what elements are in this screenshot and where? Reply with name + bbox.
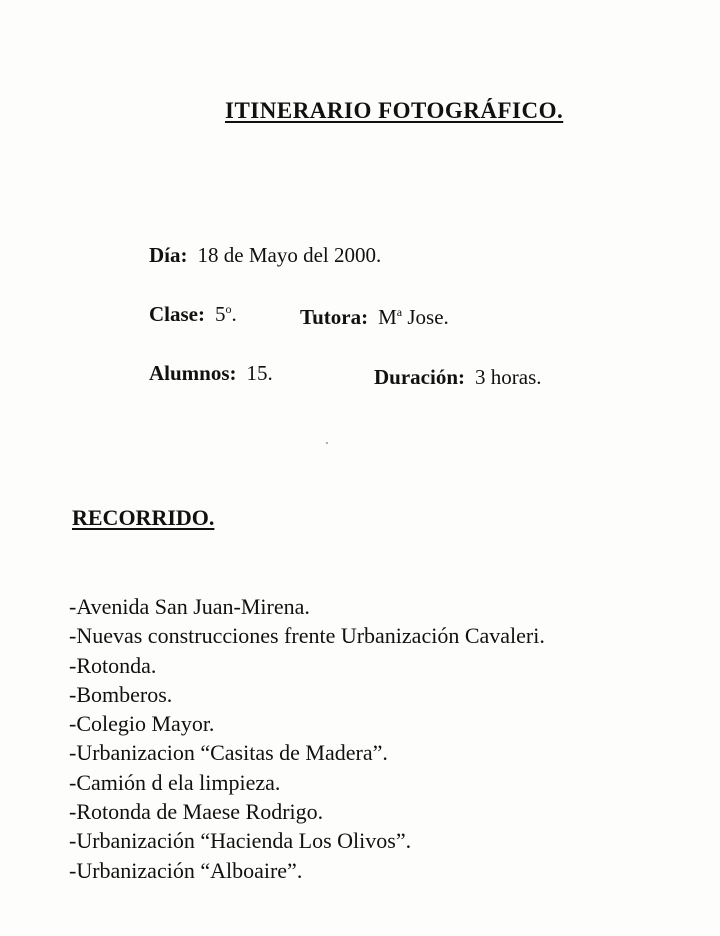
dia-field: [149, 243, 381, 268]
clase-value-suffix: .: [231, 302, 237, 326]
list-item: -Avenida San Juan-Mirena.: [69, 594, 310, 619]
clase-field: [149, 302, 237, 327]
list-item: -Nuevas construcciones frente Urbanización Cavaleri.: [69, 623, 545, 649]
tutora-field: [300, 305, 449, 330]
alumnos-value: 15.: [246, 361, 273, 385]
dia-value: 18 de Mayo del 2000.: [197, 243, 382, 267]
recorrido-heading: RECORRIDO.: [72, 505, 215, 530]
alumnos-field: [149, 361, 273, 386]
list-item: -Urbanización “Alboaire”.: [69, 857, 303, 883]
list-item: -Rotonda de Maese Rodrigo.: [69, 799, 324, 825]
page-title: ITINERARIO FOTOGRÁFICO.: [225, 98, 564, 123]
list-item: -Bomberos.: [69, 681, 173, 707]
duracion-label: Duración:: [374, 365, 465, 389]
tutora-value-suffix: Jose.: [402, 305, 449, 329]
clase-label: Clase:: [149, 302, 205, 326]
list-item: -Rotonda.: [69, 652, 157, 678]
list-item: -Colegio Mayor.: [69, 711, 215, 737]
clase-value: 5: [215, 302, 226, 326]
duracion-value: 3 horas.: [475, 365, 542, 389]
list-item: -Urbanizacion “Casitas de Madera”.: [69, 740, 388, 766]
alumnos-label: Alumnos:: [149, 361, 237, 385]
clase-value-superscript: o: [225, 302, 232, 316]
scan-speck: [326, 442, 328, 444]
tutora-value-superscript: a: [396, 305, 403, 319]
recorrido-list: [69, 592, 545, 885]
list-item: -Urbanización “Hacienda Los Olivos”.: [69, 828, 412, 854]
tutora-value: M: [378, 305, 397, 329]
tutora-label: Tutora:: [300, 305, 369, 329]
list-item: -Camión d ela limpieza.: [69, 769, 281, 795]
dia-label: Día:: [149, 243, 188, 267]
duracion-field: [374, 365, 542, 390]
